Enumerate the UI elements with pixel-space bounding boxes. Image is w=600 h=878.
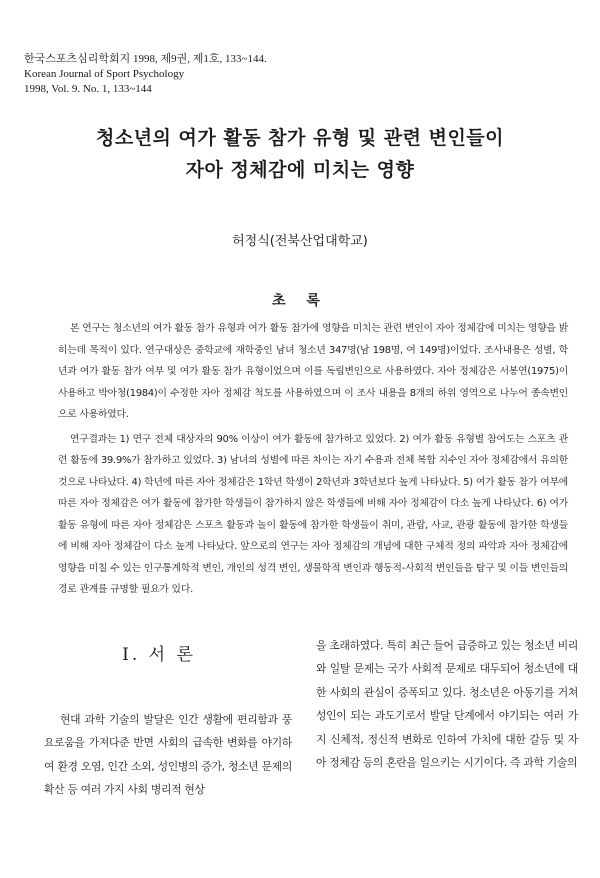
- paper-title-line-1: 청소년의 여가 활동 참가 유형 및 관련 변인들이: [95, 127, 505, 149]
- abstract-paragraph-2: 연구결과는 1) 연구 전체 대상자의 90% 이상이 여가 활동에 참가하고 있었다. 2) 여가 활동 유형별 참여도는 스포츠 관련 활동에 39.9%가 참가하고 있었다. 3) 남녀의 성별에 따른 차이는 자기 수용과 전체 복합 지수인 자아 정체감에서 유의한 것으로 나타났다. 4) 학년에 따른 자아 정체감은 1학년 학생이 2학년과 3학년보다 높게 나타났다. 5) 여가 활동 참가 여부에 따른 자아 정체감은 여가 활동에 참가한 학생들이 참가하지 않은 학생들에 비해 자아 정체감이 다소 높게 나타났다. 6) 여가 활동 유형에 따른 자아 정체감은 스포츠 활동과 놀이 활동에 참가한 학생들이 취미, 관람, 사교, 관광 활동에 참가한 학생들에 비해 자아 정체감이 다소 높게 나타났다. 앞으로의 연구는 자아 정체감의 개념에 대한 구체적 정의 파악과 자아 정체감에 영향을 미칠 수 있는 인구통계학적 변인, 개인의 성격 변인, 생물학적 변인과 행동적-사회적 변인들을 탐구 및 이들 변인들의 경로 관계를 규명할 필요가 있다.: [58, 433, 568, 595]
- journal-header: [24, 52, 267, 97]
- journal-name-english: Korean Journal of Sport Psychology: [24, 68, 185, 80]
- abstract-paragraph-1: 본 연구는 청소년의 여가 활동 참가 유형과 여가 활동 참가에 영향을 미치는 관련 변인이 자아 정체감에 미치는 영향을 밝히는데 목적이 있다. 연구대상은 중학교에 재학중인 남녀 청소년 347명(남 198명, 여 149명)이었다. 조사내용은 성별, 학년과 여가 활동 참가 여부 및 여가 활동 참가 유형이었으며 이를 독립변인으로 사용하였다. 자아 정체감은 서봉연(1975)이 사용하고 박아청(1984)이 수정한 자아 정체감 척도를 사용하였으며 이 조사 내용을 8개의 하위 영역으로 나누어 종속변인으로 사용하였다.: [58, 323, 568, 420]
- journal-citation-korean: 한국스포츠심리학회지 1998, 제9권, 제1호, 133~144.: [24, 53, 267, 65]
- introduction-paragraph-left: 현대 과학 기술의 발달은 인간 생활에 편리함과 풍요로움을 가져다준 반면 사회의 급속한 변화를 야기하여 환경 오염, 인간 소외, 성인병의 증가, 청소년 문제의 확산 등 여러 가지 사회 병리적 현상: [44, 713, 292, 797]
- journal-citation-english: 1998, Vol. 9. No. 1, 133~144: [24, 83, 152, 95]
- paper-title: [0, 122, 600, 186]
- body-column-right: [316, 634, 578, 774]
- paper-title-line-2: 자아 정체감에 미치는 영향: [185, 159, 415, 181]
- section-heading-introduction: I. 서 론: [122, 645, 196, 665]
- abstract-body: [58, 318, 568, 601]
- introduction-paragraph-right: 을 초래하였다. 특히 최근 들어 급증하고 있는 청소년 비리와 일탈 문제는 국가 사회적 문제로 대두되어 청소년에 대한 사회의 관심이 증폭되고 있다. 청소년은 아동기를 거쳐 성인이 되는 과도기로서 발달 단계에서 야기되는 여러 가지 신체적, 정신적 변화로 인하여 가치에 대한 갈등 및 자아 정체감 등의 혼란을 일으키는 시기이다. 즉 과학 기술의: [316, 639, 578, 770]
- body-column-left: [44, 708, 292, 802]
- abstract-heading: 초 록: [272, 293, 328, 309]
- author-affiliation: 허정식(전북산업대학교): [232, 234, 368, 249]
